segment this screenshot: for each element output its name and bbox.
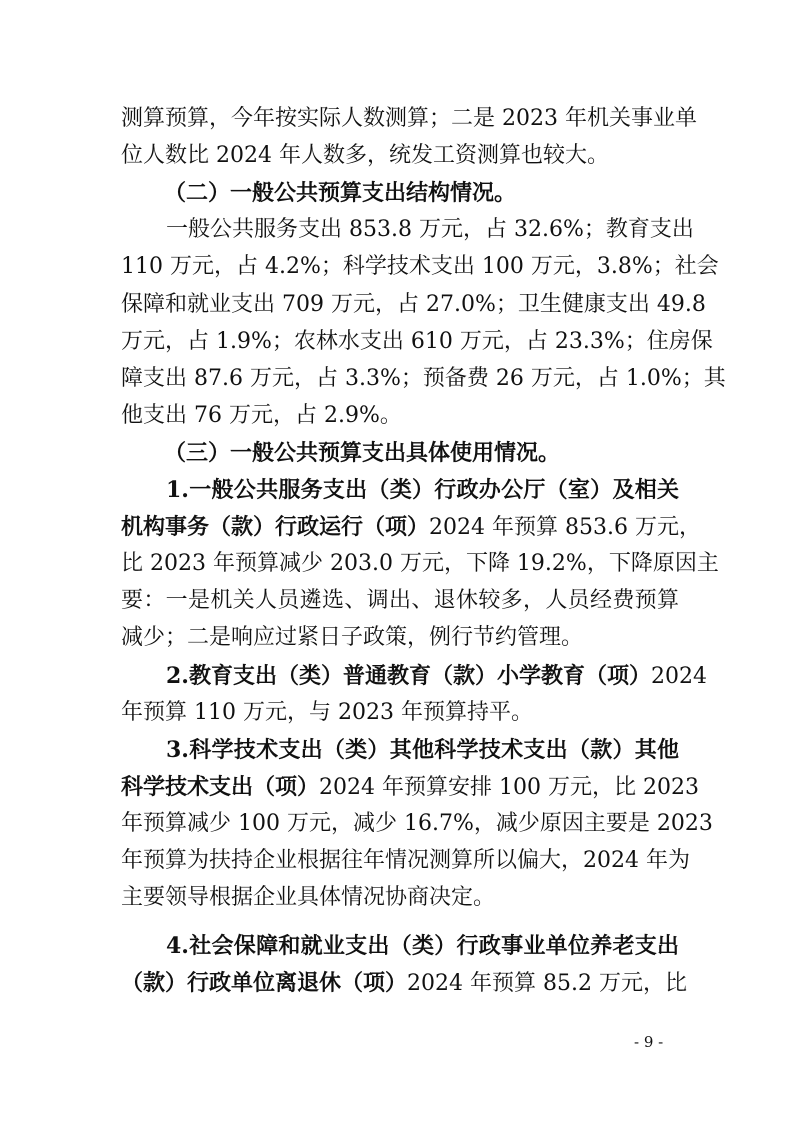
item-heading-cont: 科学技术支出（项） (121, 774, 320, 800)
item-text: 2024 (650, 664, 707, 689)
body-text-line: 年预算减少 100 万元，减少 16.7%，减少原因主要是 2023 (121, 811, 713, 836)
item-heading: 4.社会保障和就业支出（类）行政事业单位养老支出 (166, 933, 679, 959)
section-heading: （三）一般公共预算支出具体使用情况。 (164, 440, 561, 466)
body-text-line: 一般公共服务支出 853.8 万元，占 32.6%；教育支出 (166, 217, 694, 242)
body-text-line: 减少；二是响应过紧日子政策，例行节约管理。 (121, 625, 584, 650)
body-text-line: 主要领导根据企业具体情况协商决定。 (121, 885, 496, 910)
item-heading-cont: （款）行政单位离退休（项） (121, 970, 408, 996)
body-text-line: 位人数比 2024 年人数多，统发工资测算也较大。 (121, 143, 609, 168)
body-text-line: 年预算 110 万元，与 2023 年预算持平。 (121, 700, 533, 725)
section-heading: （二）一般公共预算支出结构情况。 (164, 180, 517, 206)
body-text-line (166, 661, 707, 691)
item-text: 2024 年预算 85.2 万元，比 (407, 971, 687, 996)
body-text-line: 他支出 76 万元，占 2.9%。 (121, 403, 402, 428)
item-heading: 3.科学技术支出（类）其他科学技术支出（款）其他 (166, 737, 679, 763)
body-text-line: 万元，占 1.9%；农林水支出 610 万元，占 23.3%；住房保 (121, 329, 713, 354)
body-text-line: 保障和就业支出 709 万元，占 27.0%；卫生健康支出 49.8 (121, 292, 706, 317)
body-text-line: 障支出 87.6 万元，占 3.3%；预备费 26 万元，占 1.0%；其 (121, 366, 726, 391)
item-heading-cont: 机构事务（款）行政运行（项） (121, 514, 430, 540)
body-text-line (121, 968, 687, 998)
item-heading: 2.教育支出（类）普通教育（款）小学教育（项） (166, 663, 651, 689)
item-text: 2024 年预算安排 100 万元，比 2023 (319, 775, 699, 800)
body-text-line: 110 万元，占 4.2%；科学技术支出 100 万元，3.8%；社会 (121, 254, 719, 279)
item-text: 2024 年预算 853.6 万元， (429, 515, 701, 540)
body-text-line (121, 772, 699, 802)
body-text-line: 要：一是机关人员遴选、调出、退休较多，人员经费预算 (121, 588, 679, 613)
body-text-line (121, 512, 701, 542)
body-text-line: 测算预算，今年按实际人数测算；二是 2023 年机关事业单 (121, 106, 697, 131)
page-number: - 9 - (634, 1033, 664, 1051)
item-heading: 1.一般公共服务支出（类）行政办公厅（室）及相关 (166, 477, 679, 503)
body-text-line: 年预算为扶持企业根据往年情况测算所以偏大，2024 年为 (121, 848, 690, 873)
body-text-line: 比 2023 年预算减少 203.0 万元，下降 19.2%，下降原因主 (121, 551, 719, 576)
